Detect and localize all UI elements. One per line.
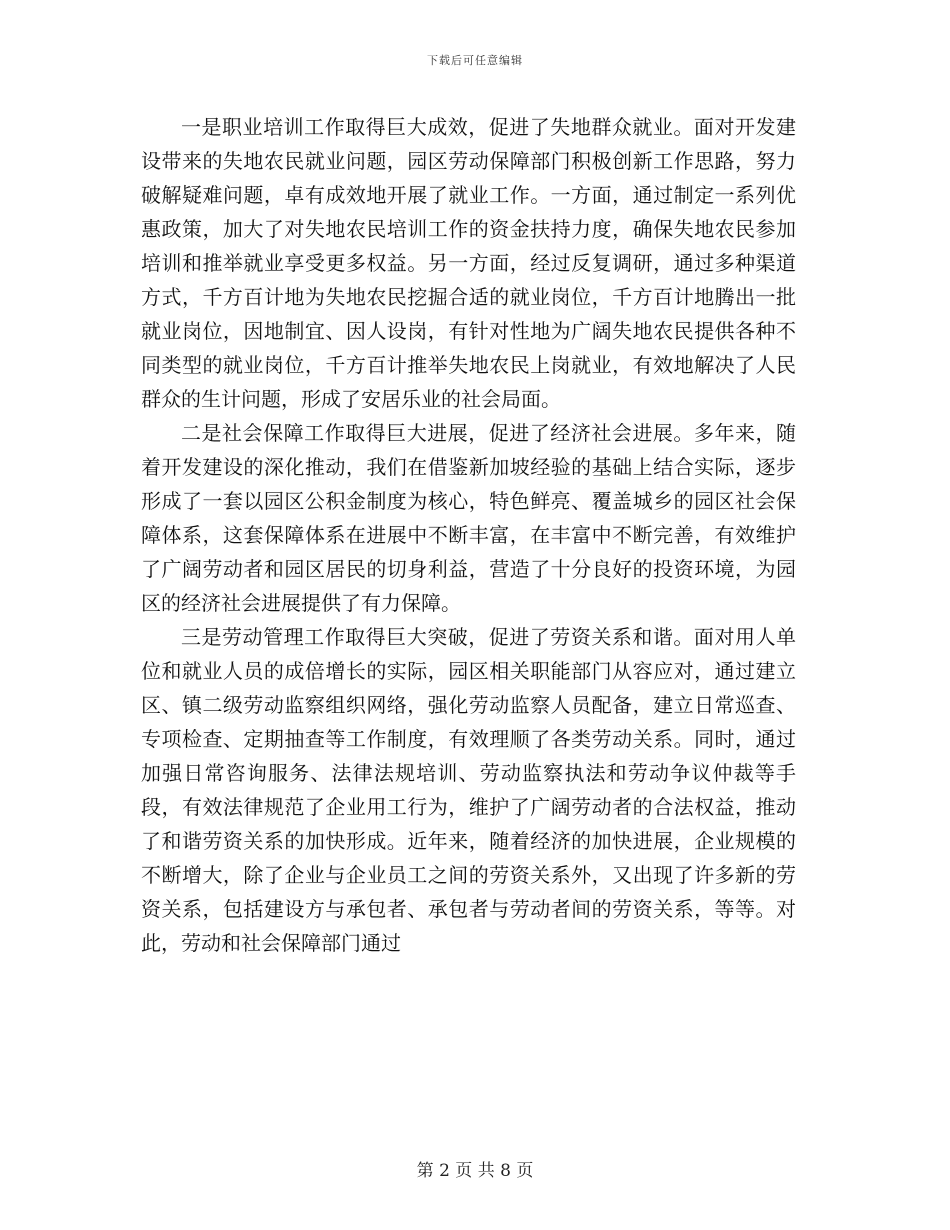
paragraph-labor-management: 三是劳动管理工作取得巨大突破，促进了劳资关系和谐。面对用人单位和就业人员的成倍增长的实际，园区相关职能部门从容应对，通过建立区、镇二级劳动监察组织网络，强化劳动监察人员配备，建立日常巡查、专项检查、定期抽查等工作制度，有效理顺了各类劳动关系。同时，通过加强日常咨询服务、法律法规培训、劳动监察执法和劳动争议仲裁等手段，有效法律规范了企业用工行为，维护了广阔劳动者的合法权益，推动了和谐劳资关系的加快形成。近年来，随着经济的加快进展，企业规模的不断增大，除了企业与企业员工之间的劳资关系外，又出现了许多新的劳资关系，包括建设方与承包者、承包者与劳动者间的劳资关系，等等。对此，劳动和社会保障部门通过: [141, 625, 796, 955]
document-body: [141, 110, 796, 960]
paragraph-vocational-training: 一是职业培训工作取得巨大成效，促进了失地群众就业。面对开发建设带来的失地农民就业问题，园区劳动保障部门积极创新工作思路，努力破解疑难问题，卓有成效地开展了就业工作。一方面，通过制定一系列优惠政策，加大了对失地农民培训工作的资金扶持力度，确保失地农民参加培训和推举就业享受更多权益。另一方面，经过反复调研，通过多种渠道方式，千方百计地为失地农民挖掘合适的就业岗位，千方百计地腾出一批就业岗位，因地制宜、因人设岗，有针对性地为广阔失地农民提供各种不同类型的就业岗位，千方百计推举失地农民上岗就业，有效地解决了人民群众的生计问题，形成了安居乐业的社会局面。: [141, 115, 796, 411]
paragraph-social-security: 二是社会保障工作取得巨大进展，促进了经济社会进展。多年来，随着开发建设的深化推动，我们在借鉴新加坡经验的基础上结合实际，逐步形成了一套以园区公积金制度为核心，特色鲜亮、覆盖城乡的园区社会保障体系，这套保障体系在进展中不断丰富，在丰富中不断完善，有效维护了广阔劳动者和园区居民的切身利益，营造了十分良好的投资环境，为园区的经济社会进展提供了有力保障。: [141, 421, 796, 615]
page-number-footer: 第 2 页 共 8 页: [416, 1161, 534, 1181]
page-header: 下载后可任意编辑: [427, 54, 523, 67]
